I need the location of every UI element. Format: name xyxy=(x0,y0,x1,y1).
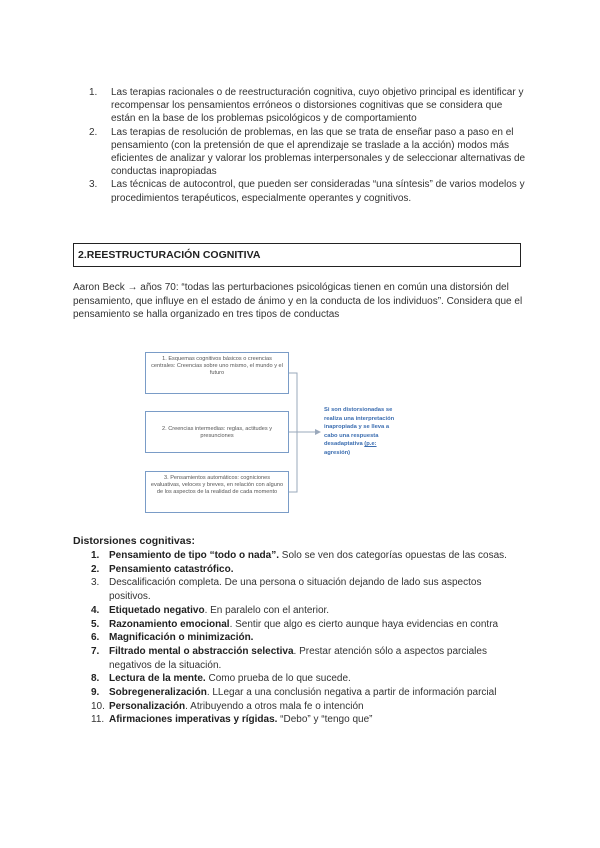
list-item xyxy=(91,563,521,577)
list-number: 2. xyxy=(89,126,98,138)
list-number: 5. xyxy=(91,618,100,630)
list-bold: Pensamiento de tipo “todo o nada”. xyxy=(109,550,280,561)
list-number: 1. xyxy=(91,550,100,561)
list-item xyxy=(91,618,521,632)
diagram-note-example: (p.e: xyxy=(364,441,377,448)
list-bold: Magnificación o minimización. xyxy=(109,632,254,644)
distortions-list xyxy=(91,549,521,727)
list-bold: Etiquetado negativo xyxy=(109,604,205,616)
list-number: 3. xyxy=(91,577,100,589)
list-text: Las terapias de resolución de problemas, en las que se trata de enseñar paso a paso en el pensamiento (con la pretensión de que el aprendizaje se traslade a la acción) modos más eficientes de analizar y valorar los problemas interpersonales y de seleccionar alternativas de conductas inapropiadas xyxy=(111,126,526,178)
list-bold: Razonamiento emocional xyxy=(109,618,230,630)
list-number: 11. xyxy=(91,714,105,726)
list-bold: Personalización xyxy=(109,700,186,712)
list-bold: Pensamiento catastrófico. xyxy=(109,563,234,575)
list-item xyxy=(91,645,521,672)
list-text: Solo se ven dos categorías opuestas de las cosas. xyxy=(279,550,507,561)
list-item xyxy=(91,700,521,714)
list-item xyxy=(91,686,521,700)
list-item xyxy=(89,126,529,179)
diagram-box-automatic-thoughts: 3. Pensamientos automáticos: cogniciones evaluativas, veloces y breves, en relación con alguno de los aspectos de la realidad de cada momento xyxy=(145,471,289,513)
list-text: Como prueba de lo que sucede. xyxy=(205,673,351,685)
section-heading: 2.REESTRUCTURACIÓN COGNITIVA xyxy=(73,243,521,267)
list-item xyxy=(91,549,521,563)
list-number: 1. xyxy=(89,87,98,98)
list-text: . LLegar a una conclusión negativa a partir de información parcial xyxy=(206,687,497,699)
list-number: 7. xyxy=(91,645,100,657)
diagram-box-intermediate-beliefs: 2. Creencias intermedias: reglas, actitudes y presunciones xyxy=(145,411,289,453)
distortions-title: Distorsiones cognitivas: xyxy=(73,535,195,547)
diagram-note-end: agresión) xyxy=(324,449,351,456)
beck-diagram xyxy=(140,345,440,515)
list-item xyxy=(91,604,521,618)
list-bold: Sobregeneralización xyxy=(109,687,207,699)
list-text: . Prestar atención sólo a aspectos parciales negativos de la situación. xyxy=(109,645,487,671)
list-item xyxy=(91,631,521,645)
list-number: 8. xyxy=(91,673,100,685)
list-number: 9. xyxy=(91,687,100,699)
list-bold: Filtrado mental o abstracción selectiva xyxy=(109,645,294,657)
list-item xyxy=(89,86,529,126)
list-number: 4. xyxy=(91,604,100,616)
list-number: 3. xyxy=(89,179,98,191)
list-text: . Sentir que algo es cierto aunque haya evidencias en contra xyxy=(229,618,499,630)
list-bold: Lectura de la mente. xyxy=(109,673,206,685)
list-item xyxy=(91,576,521,603)
list-text: Descalificación completa. De una persona o situación dejando de lado sus aspectos positivos. xyxy=(109,577,482,603)
intro-paragraph: Aaron Beck → años 70: “todas las perturbaciones psicológicas tienen en común una distorsión del pensamiento, que influye en el estado de ánimo y en la conducta de los individuos”. Considera que el pensamiento se halla organizado en tres tipos de conductas xyxy=(73,282,523,320)
list-item xyxy=(89,178,529,204)
therapy-list xyxy=(89,86,529,205)
list-text: Las terapias racionales o de reestructuración cognitiva, cuyo objetivo principal es identificar y recompensar los pensamientos erróneos o distorsiones cognitivas que se considera que están en la base de los problemas psicológicos y de comportamiento xyxy=(111,87,524,125)
list-text: . En paralelo con el anterior. xyxy=(204,604,330,616)
list-number: 6. xyxy=(91,632,100,644)
list-number: 10. xyxy=(91,700,105,712)
list-text: . Atribuyendo a otros mala fe o intención xyxy=(185,700,364,712)
list-bold: Afirmaciones imperativas y rígidas. xyxy=(109,714,278,726)
list-item xyxy=(91,713,521,727)
diagram-note-text: Si son distorsionadas se realiza una interpretación inapropiada y se lleva a cabo una respuesta desadaptativa xyxy=(324,407,395,448)
list-item xyxy=(91,672,521,686)
diagram-note xyxy=(324,406,402,458)
diagram-box-core-beliefs: 1. Esquemas cognitivos básicos o creencias centrales: Creencias sobre uno mismo, el mundo y el futuro xyxy=(145,352,289,394)
list-number: 2. xyxy=(91,563,100,575)
list-text: Las técnicas de autocontrol, que pueden ser consideradas “una síntesis” de varios modelos y procedimientos terapéuticos, especialmente operantes y cognitivos. xyxy=(111,179,525,204)
list-text: “Debo” y “tengo que” xyxy=(277,714,373,726)
